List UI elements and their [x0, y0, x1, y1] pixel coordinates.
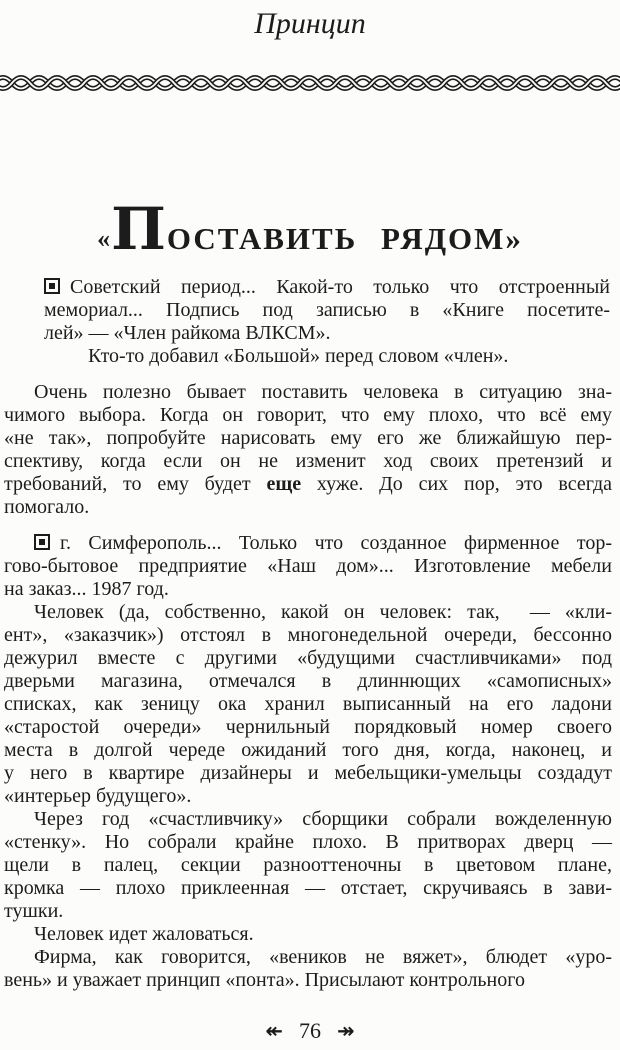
page-footer — [0, 1018, 620, 1044]
bold-word: еще — [266, 473, 302, 495]
text-line: «не так», попробуйте нарисовать ему его же ближайшую пер- — [4, 427, 612, 449]
text-line: на заказ... 1987 год. — [4, 578, 169, 600]
text-line: дверьми магазина, отмечался в длиннющих «самописных» — [4, 670, 612, 692]
text-line: гово-бытовое предприятие «Наш дом»... Изготовление мебели — [4, 555, 612, 577]
paragraph — [4, 808, 612, 923]
paragraph — [4, 946, 612, 992]
text-line: «старостой очереди» чернильный порядковый номер своего — [4, 716, 612, 738]
text-line — [4, 532, 612, 555]
text-line: «интерьер будущего». — [4, 785, 192, 807]
text-line: у него в квартире дизайнеры и мебельщики-умельцы создадут — [4, 762, 612, 784]
wavy-divider-graphic — [0, 70, 620, 96]
text-line: Фирма, как говорится, «веников не вяжет», блюдет «уро- — [34, 946, 612, 968]
ornate-dropcap-letter: П — [111, 195, 166, 263]
text-line: Кто-то добавил «Большой» перед словом «член». — [88, 345, 509, 367]
text-line: списках, как зеницу ока хранил выписанный на его ладони — [4, 693, 612, 715]
right-arrow-icon: ↠ — [337, 1019, 355, 1043]
text-line: кромка — плохо приклеенная — отстает, скручиваясь в зави- — [4, 877, 612, 899]
text-line: Очень полезно бывает поставить человека в ситуацию зна- — [34, 381, 612, 403]
epigraph-block — [44, 276, 610, 368]
text-line: Человек идет жаловаться. — [34, 923, 254, 945]
text-line: щели в палец, секции разнооттеночны в цветовом плане, — [4, 854, 612, 876]
text-line: «стенку». Но собрали крайне плохо. В притворах дверц — — [4, 831, 612, 853]
text-line: лей» — «Член райкома ВЛКСМ». — [44, 322, 331, 344]
text-line: мемориал... Подпись под записью в «Книге посетите- — [44, 299, 610, 321]
text-line: тушки. — [4, 900, 64, 922]
square-bullet-icon — [44, 278, 60, 294]
text-column — [4, 276, 612, 992]
text-line: ент», «заказчик») отстоял в многонедельной очереди, бессонно — [4, 624, 612, 646]
text-line — [4, 473, 612, 496]
paragraph — [4, 601, 612, 808]
text-line-content: г. Симферополь... Только что созданное фирменное тор- — [60, 532, 612, 554]
text-segment: требований, то ему будет — [4, 473, 267, 495]
text-line: дежурил вместе с другими «будущими счастливчиками» под — [4, 647, 612, 669]
text-line: чимого выбора. Когда он говорит, что ему плохо, что всё ему — [4, 404, 612, 426]
text-line: места в долгой череде ожиданий того дня, когда, наконец, и — [4, 739, 612, 761]
text-line: Через год «счастливчику» сборщики собрали вожделенную — [34, 808, 612, 830]
paragraph — [4, 381, 612, 519]
text-line — [44, 276, 610, 299]
chapter-title-text: ОСТАВИТЬ РЯДОМ» — [166, 221, 523, 256]
text-line: Человек (да, собственно, какой он человек: так, — «кли- — [34, 601, 612, 623]
text-line: помогало. — [4, 496, 90, 518]
text-line: вень» и уважает принцип «понта». Присылают контрольного — [4, 969, 525, 991]
open-guillemet: « — [97, 224, 111, 253]
text-line: спективу, когда если он не изменит ход своих претензий и — [4, 450, 612, 472]
wavy-divider — [0, 70, 620, 96]
running-head: Принцип — [254, 7, 366, 40]
text-segment: хуже. До сих пор, это всегда — [301, 473, 612, 495]
page-number: 76 — [299, 1018, 321, 1043]
paragraph — [4, 532, 612, 601]
paragraph — [4, 923, 612, 946]
square-bullet-icon — [34, 534, 50, 550]
text-line-content: Советский период... Какой-то только что отстроенный — [70, 276, 610, 298]
left-arrow-icon: ↞ — [265, 1019, 283, 1043]
chapter-title — [0, 195, 620, 263]
